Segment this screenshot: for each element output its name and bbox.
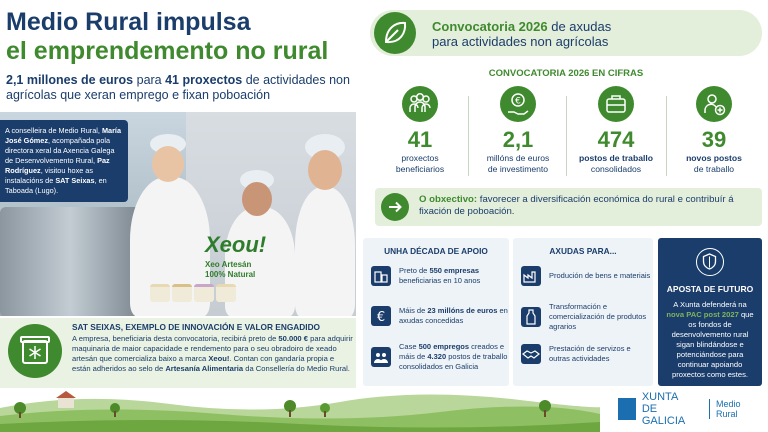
logo-department: Medio Rural: [715, 399, 741, 419]
axudas-row-text: Produción de bens e materiais: [549, 271, 651, 280]
logo-separator: [709, 399, 710, 419]
futuro-title: APOSTA DE FUTURO: [666, 284, 754, 294]
row-text: Máis de: [399, 306, 428, 315]
axudas-row: [521, 344, 653, 364]
axudas-row: [521, 266, 650, 286]
svg-text:€: €: [515, 96, 521, 107]
banner-year: Convocatoria 2026: [432, 19, 548, 34]
row-bold: 23 millóns de euros: [427, 306, 498, 315]
objective-body: favorecer a diversificación económica do rural e contribuír á fixación de poboación.: [419, 194, 734, 217]
objective-label: O obxectivo:: [419, 194, 478, 205]
title-line-1: Medio Rural impulsa: [6, 8, 251, 36]
decade-row-text: [399, 266, 509, 286]
banner-line-2: para actividades non agrícolas: [432, 34, 609, 49]
caption-text: A conselleira de Medio Rural,: [5, 126, 102, 135]
stat-label-1: millóns de euros: [486, 153, 550, 163]
row-text: postos de traballo consolidados en Galicia: [399, 352, 508, 371]
stat-projects: [372, 86, 468, 174]
decade-title: UNHA DÉCADA DE APOIO: [384, 246, 488, 256]
leaf-icon: [374, 12, 416, 54]
stat-jobs-consolidated: [566, 86, 666, 174]
caption-text: , en Taboada (Lugo).: [5, 176, 107, 195]
logo-line-1: XUNTA: [641, 391, 679, 403]
row-bold: 4.320: [427, 352, 447, 361]
axudas-title: AXUDAS PARA...: [549, 246, 617, 256]
axudas-row-text: Prestación de servizos e outras actividades: [549, 344, 631, 363]
rural-landscape-illustration: [0, 386, 600, 432]
row-text: Case: [399, 342, 419, 351]
sat-brand: Xeou!: [208, 354, 230, 363]
caption-name-1: María José Gómez: [5, 126, 121, 145]
stat-label: [566, 153, 666, 174]
factory-icon: [521, 266, 541, 286]
sat-heading: SAT SEIXAS, EXEMPLO DE INNOVACIÓN E VALOR ENGADIDO: [72, 322, 321, 332]
xunta-logo-text: [642, 391, 703, 427]
decade-row-text: [399, 306, 509, 326]
tub: [172, 284, 192, 302]
stat-label-1: proxectos: [401, 153, 439, 163]
add-user-icon: [696, 86, 732, 122]
banner-text: [432, 19, 611, 49]
sat-seal: Artesanía Alimentaria: [165, 364, 244, 373]
decade-row: [371, 266, 509, 286]
shield-icon: [696, 248, 724, 276]
stat-label-2: de traballo: [693, 163, 735, 174]
sat-seixas-box: [0, 318, 356, 388]
group-icon: [371, 347, 391, 367]
xunta-logo: [618, 391, 764, 427]
objective-text: [419, 194, 757, 218]
cifras-heading-text: CONVOCATORIA 2026 EN CIFRAS: [488, 68, 644, 79]
page-title: [6, 8, 356, 66]
futuro-body: [664, 300, 756, 380]
stat-label-2: de investimento: [487, 163, 549, 174]
divider: [468, 96, 469, 176]
photo-face-3: [308, 150, 342, 190]
stat-label-2: consolidados: [590, 163, 642, 174]
photo-person-3: [295, 187, 355, 316]
row-bold: 550 empresas: [429, 266, 480, 275]
logo-line-2: DE GALICIA: [641, 403, 686, 427]
sat-text: A empresa, beneficiaria desta convocatoria, recibirá preto de: [72, 334, 279, 343]
caption-company: SAT Seixas: [55, 176, 95, 185]
euro-hand-icon: [500, 86, 536, 122]
briefcase-icon: [598, 86, 634, 122]
buildings-icon: [371, 266, 391, 286]
xeou-sign-line-1: Xeo Artesán: [205, 260, 252, 269]
people-icon: [402, 86, 438, 122]
ice-cream-tub-icon: [8, 324, 62, 378]
stat-label-2: beneficiarios: [395, 163, 445, 174]
photo-machine: [0, 207, 140, 316]
caption-name-2: Paz Rodríguez: [5, 156, 110, 175]
decade-row-text: [399, 342, 509, 372]
caption-text: , acompañada pola directora xeral da Axencia Galega de Desenvolvemento Rural,: [5, 136, 115, 165]
ice-cream-tubs: [150, 284, 236, 302]
row-text: beneficiarias en 10 anos: [399, 276, 481, 285]
handshake-icon: [521, 344, 541, 364]
stat-label: [470, 153, 566, 174]
stat-label: [372, 153, 468, 174]
subtitle-text-1: para: [133, 73, 166, 87]
xunta-crest-icon: [618, 398, 636, 420]
axudas-row: [521, 302, 653, 332]
row-bold: 500 empregos: [418, 342, 470, 351]
axudas-row-text: Transformación e comercialización de produtos agrarios: [549, 302, 647, 331]
futuro-text: A Xunta defenderá na: [673, 300, 747, 309]
sat-text: da Consellería do Medio Rural.: [243, 364, 350, 373]
sat-body: [72, 334, 354, 374]
stat-value: 41: [407, 127, 433, 152]
stat-millions: [470, 86, 566, 174]
sat-amount: 50.000 €: [278, 334, 308, 343]
axudas-card: [513, 238, 653, 386]
subtitle: [6, 73, 356, 103]
caption-text: , visitou hoxe as instalacións de: [5, 166, 94, 185]
futuro-bold: nova PAC post 2027: [666, 310, 739, 319]
title-line-2: el emprendemento no rural: [6, 37, 329, 65]
banner-rest: de axudas: [547, 19, 612, 34]
row-text: creados e máis de: [399, 342, 505, 361]
subtitle-text-2: de actividades non agrícolas que xeran emprego e fixan poboación: [6, 73, 350, 102]
euro-icon: [371, 306, 391, 326]
tub: [194, 284, 214, 302]
subtitle-count: 41 proxectos: [165, 73, 243, 87]
stat-value: 39: [701, 127, 727, 152]
arrow-right-icon: [381, 193, 409, 221]
sat-text: . Contan con gandaría propia e están adheridos ao selo de: [72, 354, 335, 373]
tub: [150, 284, 170, 302]
stat-value: 2,1: [502, 127, 534, 152]
futuro-text: que os fondos de desenvolvemento rural sigan blindándose e potenciándose para continuar apoiando proxectos como estes.: [671, 310, 754, 379]
photo-face-2: [242, 182, 272, 216]
cifras-heading: [370, 68, 762, 79]
decade-card: [363, 238, 509, 386]
stat-label-1: postos de traballo: [578, 153, 653, 163]
xeou-sign-line-2: 100% Natural: [205, 270, 256, 279]
bottle-icon: [521, 307, 541, 327]
decade-row: [371, 306, 509, 326]
tub: [216, 284, 236, 302]
photo-face-1: [152, 146, 184, 182]
xeou-sign-brand: Xeou!: [205, 232, 267, 257]
aposta-futuro-card: [658, 238, 762, 386]
stat-new-jobs: [666, 86, 762, 174]
svg-text:€: €: [376, 310, 386, 325]
photo-caption: [0, 120, 128, 202]
subtitle-amount: 2,1 millones de euros: [6, 73, 134, 87]
objective-box: [375, 188, 762, 226]
decade-row: [371, 342, 509, 372]
stat-value: 474: [597, 127, 635, 152]
sat-text: para adquirir maquinaria de maior capacidade e rendemento para o seu obradoiro de xeado artesán que comercializa baixo a marca: [72, 334, 353, 363]
convocatoria-banner: [370, 10, 762, 56]
stat-label: [666, 153, 762, 174]
stat-label-1: novos postos: [686, 153, 742, 163]
row-text: Preto de: [399, 266, 430, 275]
row-text: en axudas concedidas: [399, 306, 508, 325]
